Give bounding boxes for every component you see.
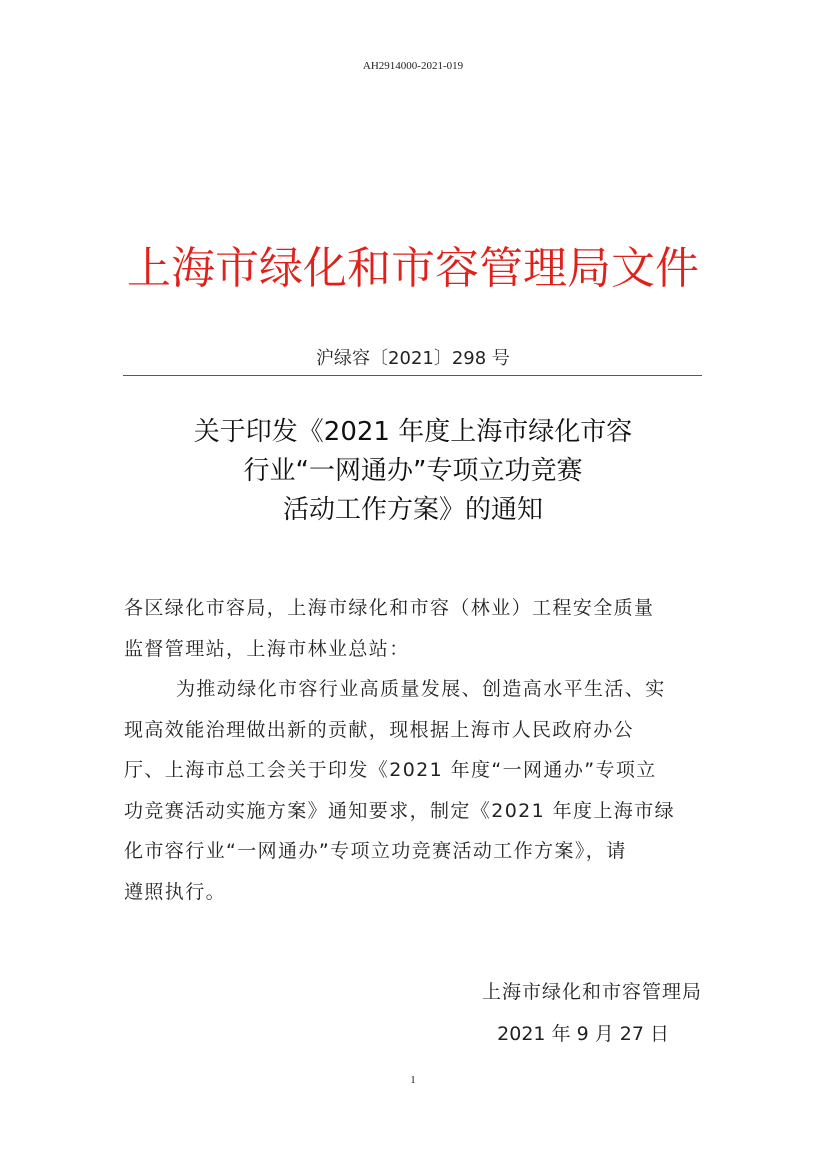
red-divider-line	[123, 375, 702, 376]
issue-date: 2021 年 9 月 27 日	[497, 1023, 669, 1045]
document-id: AH2914000-2021-019	[362, 60, 464, 72]
masthead-title: 上海市绿化和市容管理局文件	[127, 243, 699, 294]
notice-body	[124, 588, 702, 912]
addressee-line-1: 各区绿化市容局，上海市绿化和市容（林业）工程安全质量	[124, 597, 655, 619]
notice-title	[0, 413, 826, 530]
title-line-3: 活动工作方案》的通知	[282, 495, 543, 525]
body-line-5: 化市容行业“一网通办”专项立功竞赛活动工作方案》，请	[124, 840, 627, 862]
page-number: 1	[410, 1074, 416, 1086]
body-line-2: 现高效能治理做出新的贡献，现根据上海市人民政府办公	[124, 718, 635, 741]
title-line-1: 关于印发《2021 年度上海市绿化市容	[193, 417, 633, 447]
body-line-1: 为推动绿化市容行业高质量发展、创造高水平生活、实	[176, 678, 666, 700]
body-line-4: 功竞赛活动实施方案》通知要求，制定《2021 年度上海市绿	[124, 799, 675, 822]
body-line-3: 厅、上海市总工会关于印发《2021 年度“一网通办”专项立	[124, 759, 657, 781]
issuer-signature: 上海市绿化和市容管理局	[481, 981, 702, 1003]
document-number: 沪绿容〔2021〕298 号	[316, 348, 510, 369]
body-line-6: 遵照执行。	[124, 880, 227, 903]
title-line-2: 行业“一网通办”专项立功竞赛	[243, 456, 583, 486]
addressee-line-2: 监督管理站，上海市林业总站：	[124, 637, 410, 660]
